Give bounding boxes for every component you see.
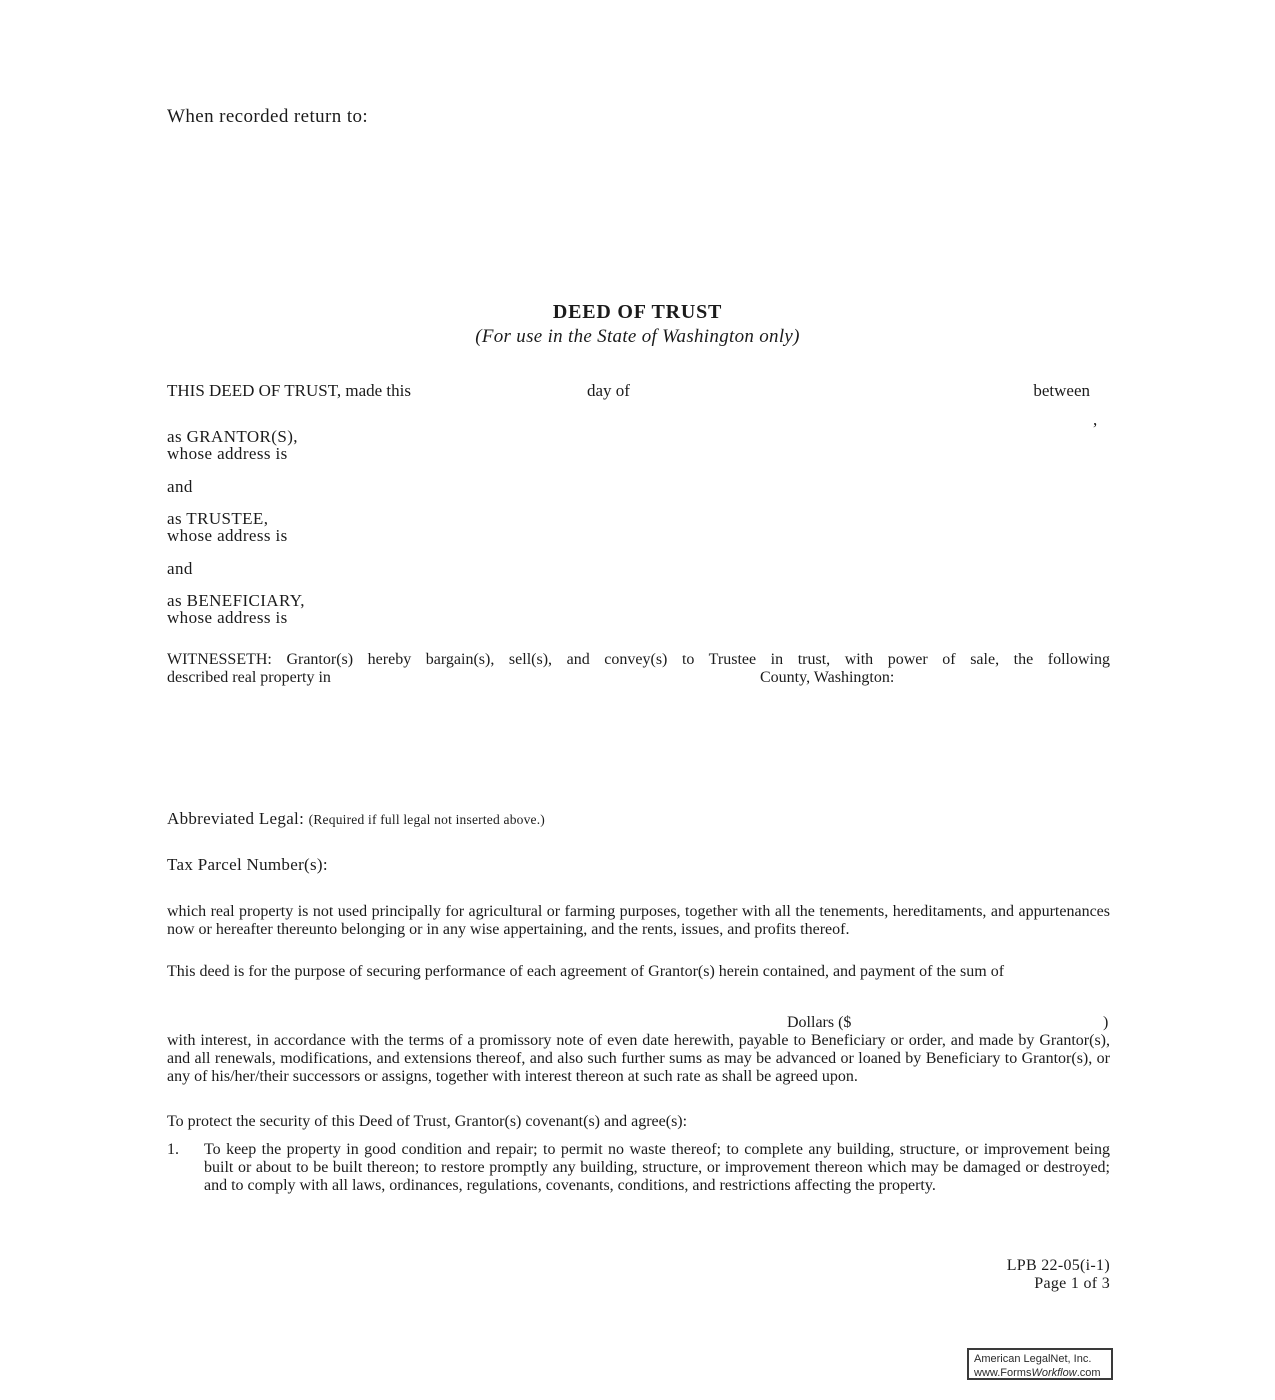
- trustee-block: [167, 510, 288, 544]
- vendor-url: www.FormsWorkflow.com: [974, 1367, 1101, 1379]
- paragraph-protect: To protect the security of this Deed of Trust, Grantor(s) covenant(s) and agree(s):: [167, 1113, 688, 1130]
- page-title: DEED OF TRUST: [552, 301, 723, 323]
- covenant-text: To keep the property in good condition and repair; to permit no waste thereof; to complete any building, structure, or improvement being built or about to be built thereon; to restore promptly any building, structure, or improvement thereon which may be damaged or destroyed; and to comply with all laws, ordinances, regulations, covenants, conditions, and restrictions affecting the property.: [204, 1141, 1110, 1194]
- form-number: LPB 22-05(i-1): [1006, 1257, 1110, 1274]
- trailing-comma: ,: [1093, 410, 1098, 429]
- page-subtitle: (For use in the State of Washington only): [475, 326, 800, 347]
- vendor-attribution-box: [967, 1348, 1113, 1380]
- described-property-label: described real property in: [167, 669, 331, 686]
- return-to-label: When recorded return to:: [167, 106, 369, 127]
- paragraph-interest: with interest, in accordance with the terms of a promissory note of even date herewith, payable to Beneficiary or order, and made by Grantor(s), and all renewals, modifications, and extensions thereof, and also such further sums as may be advanced or loaned by Beneficiary to Grantor(s), or any of his/her/their successors or assigns, together with interest thereon at such rate as shall be agreed upon.: [167, 1032, 1110, 1085]
- trustee-address-label: whose address is: [167, 526, 288, 545]
- made-this-label: THIS DEED OF TRUST, made this: [167, 381, 411, 400]
- abbreviated-legal-note: (Required if full legal not inserted above.): [308, 812, 546, 827]
- footer-block: [820, 1257, 1110, 1292]
- paragraph-real-property: which real property is not used principally for agricultural or farming purposes, together with all the tenements, hereditaments, and appurtenances now or hereafter thereunto belonging or in any wise appertaining, and the rents, issues, and profits thereof.: [167, 903, 1110, 938]
- and-separator-2: and: [167, 559, 193, 578]
- vendor-name: American LegalNet, Inc.: [974, 1353, 1092, 1365]
- witnesseth-line2: [167, 669, 1110, 687]
- day-of-label: day of: [587, 381, 630, 400]
- abbreviated-legal-label: Abbreviated Legal:: [167, 809, 305, 828]
- page-number: Page 1 of 3: [1034, 1274, 1110, 1292]
- tax-parcel-label: Tax Parcel Number(s):: [167, 855, 328, 874]
- deed-intro-line: [167, 381, 1110, 401]
- and-separator-1: and: [167, 477, 193, 496]
- witnesseth-line1: WITNESSETH: Grantor(s) hereby bargain(s), sell(s), and convey(s) to Trustee in trust, with power of sale, the following: [167, 651, 1110, 668]
- abbreviated-legal-line: [167, 809, 545, 829]
- covenant-number: 1.: [167, 1141, 179, 1158]
- beneficiary-label: as BENEFICIARY,: [167, 591, 305, 610]
- county-washington-label: County, Washington:: [760, 669, 895, 686]
- beneficiary-block: [167, 592, 305, 626]
- paragraph-purpose: This deed is for the purpose of securing performance of each agreement of Grantor(s) herein contained, and payment of the sum of: [167, 963, 1005, 980]
- covenant-item-1: [167, 1141, 1110, 1195]
- trustee-label: as TRUSTEE,: [167, 509, 269, 528]
- grantor-address-label: whose address is: [167, 444, 288, 463]
- grantor-label: as GRANTOR(S),: [167, 427, 298, 446]
- dollars-close-paren: ): [1103, 1014, 1109, 1031]
- dollars-label: Dollars ($: [787, 1014, 852, 1031]
- between-label: between: [1033, 381, 1090, 400]
- title-block: [0, 301, 1275, 348]
- grantor-block: [167, 428, 298, 462]
- beneficiary-address-label: whose address is: [167, 608, 288, 627]
